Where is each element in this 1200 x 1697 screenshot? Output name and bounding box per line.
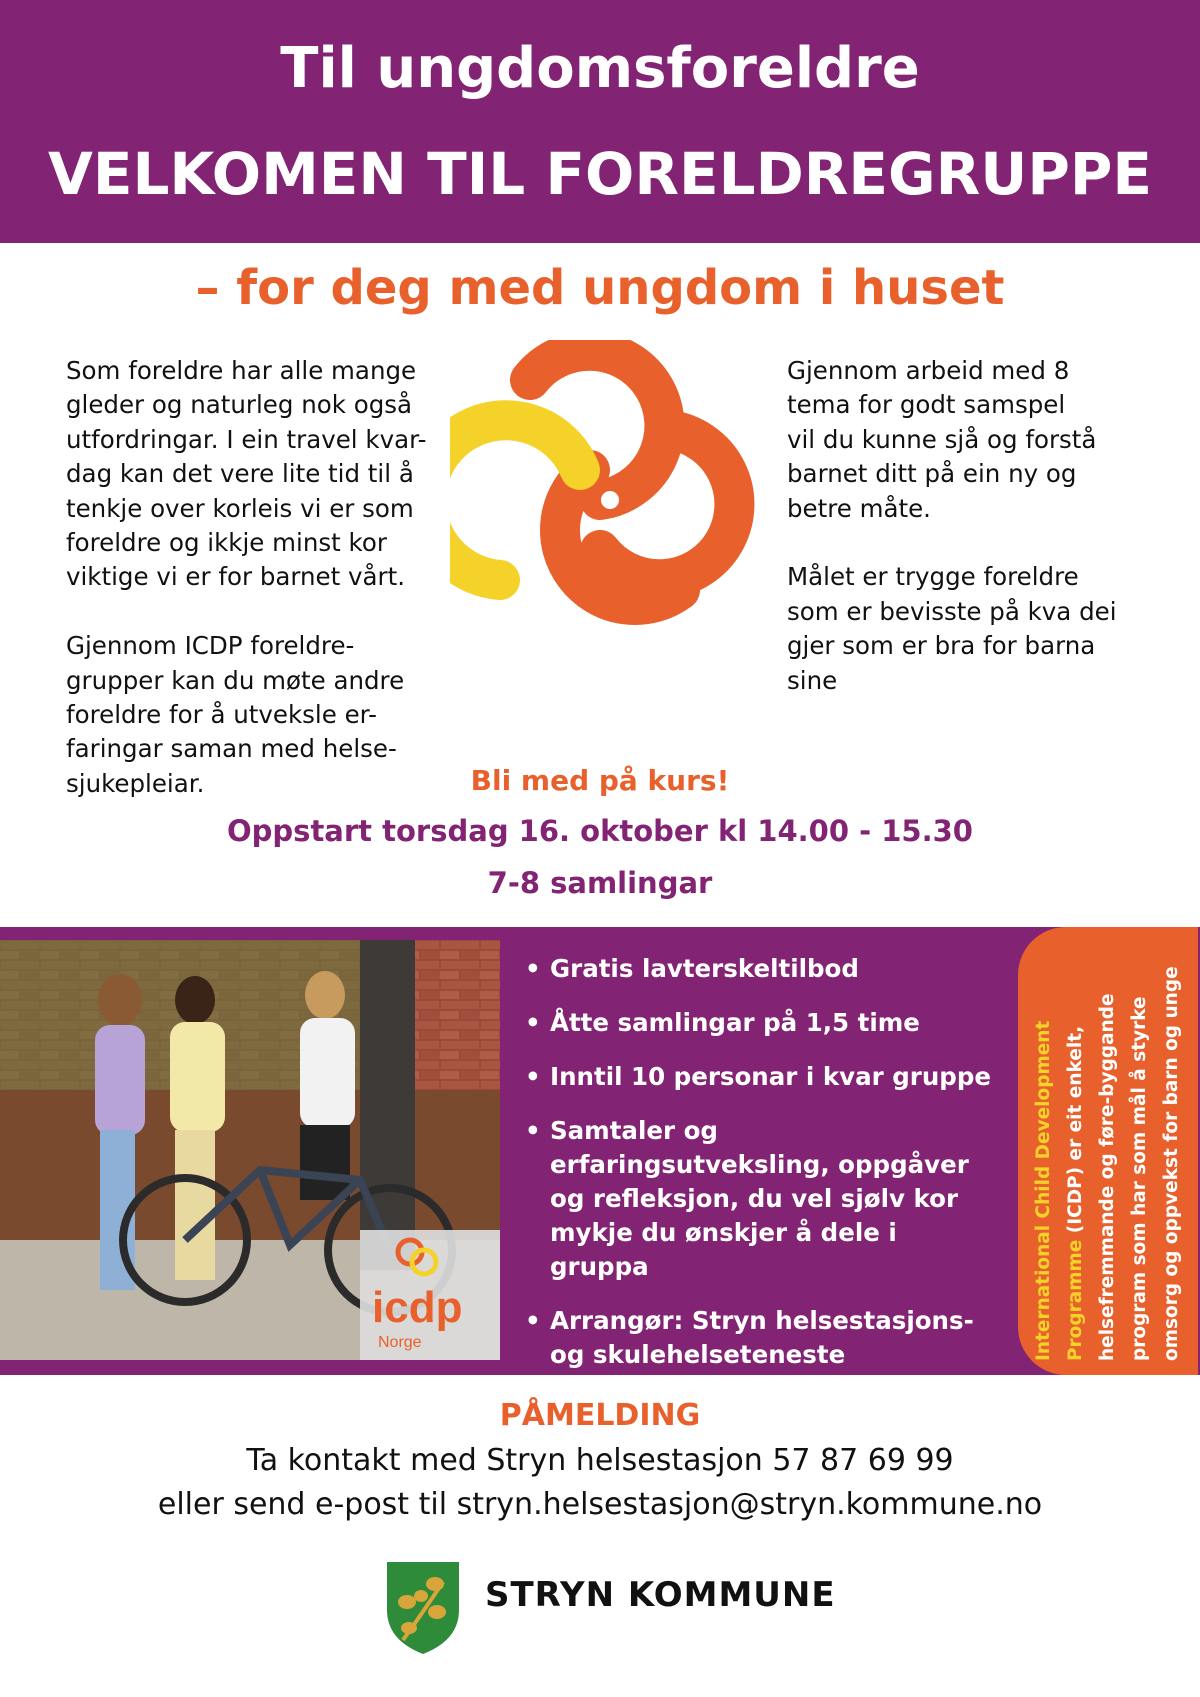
cta-join: Bli med på kurs! [470, 764, 730, 797]
cta-start-date: Oppstart torsdag 16. oktober kl 14.00 - 15.30 [227, 814, 973, 848]
list-item: • Inntil 10 personar i kvar gruppe [525, 1060, 995, 1094]
feature-list [525, 952, 995, 1392]
cta-sessions: 7-8 samlingar [487, 866, 713, 900]
registration-heading: PÅMELDING [499, 1398, 701, 1433]
subtitle: – for deg med ungdom i huset [195, 260, 1005, 316]
icdp-swirl-logo-icon [450, 340, 770, 640]
municipality-name: STRYN KOMMUNE [485, 1575, 836, 1615]
stryn-coat-of-arms-icon [385, 1560, 461, 1656]
side-info-text [1028, 941, 1188, 1361]
list-item: • Samtaler og erfaringsutveksling, oppgåver og refleksjon, du vel sjølv kor mykje du ønskjer å dele i gruppa [525, 1114, 995, 1284]
list-item: • Gratis lavterskeltilbod [525, 952, 995, 986]
registration-email: eller send e-post til stryn.helsestasjon@stryn.kommune.no [157, 1487, 1043, 1522]
list-item: • Åtte samlingar på 1,5 time [525, 1006, 995, 1040]
intro-text-right: Gjennom arbeid med 8 tema for godt samspel vil du kunne sjå og forstå barnet ditt på ein ny og betre måte. Målet er trygge foreldre som er bevisste på kva dei gjer som er bra for barna sine [787, 356, 1117, 695]
side-info-rest: (ICDP) er eit enkelt, helsefremmande og føre-byggande program som har som mål å styrke omsorg og oppvekst for barn og unge [1065, 966, 1182, 1361]
side-info-highlight: International Child Development Programme [1033, 1020, 1086, 1361]
list-item: • Arrangør: Stryn helsestasjons- og skulehelseteneste [525, 1304, 995, 1372]
photo-badge-brand: icdp [372, 1283, 463, 1332]
photo-badge-sub: Norge [378, 1334, 422, 1351]
header-headline: VELKOMEN TIL FORELDREGRUPPE [47, 140, 1153, 208]
registration-phone: Ta kontakt med Stryn helsestasjon 57 87 69 99 [246, 1443, 954, 1478]
header-banner [0, 0, 1200, 243]
teens-with-bicycle-photo [0, 940, 500, 1360]
header-title: Til ungdomsforeldre [280, 36, 920, 101]
intro-text-left: Som foreldre har alle mange gleder og naturleg nok også utfordringar. I ein travel kvar- dag kan det vere lite tid til å tenkje over korleis vi er som foreldre og ikkje minst kor viktige vi er for barnet vårt. Gjennom ICDP foreldre- grupper kan du møte andre foreldre for å utveksle er- faringar saman med helse- sjukepleiar. [66, 356, 427, 798]
